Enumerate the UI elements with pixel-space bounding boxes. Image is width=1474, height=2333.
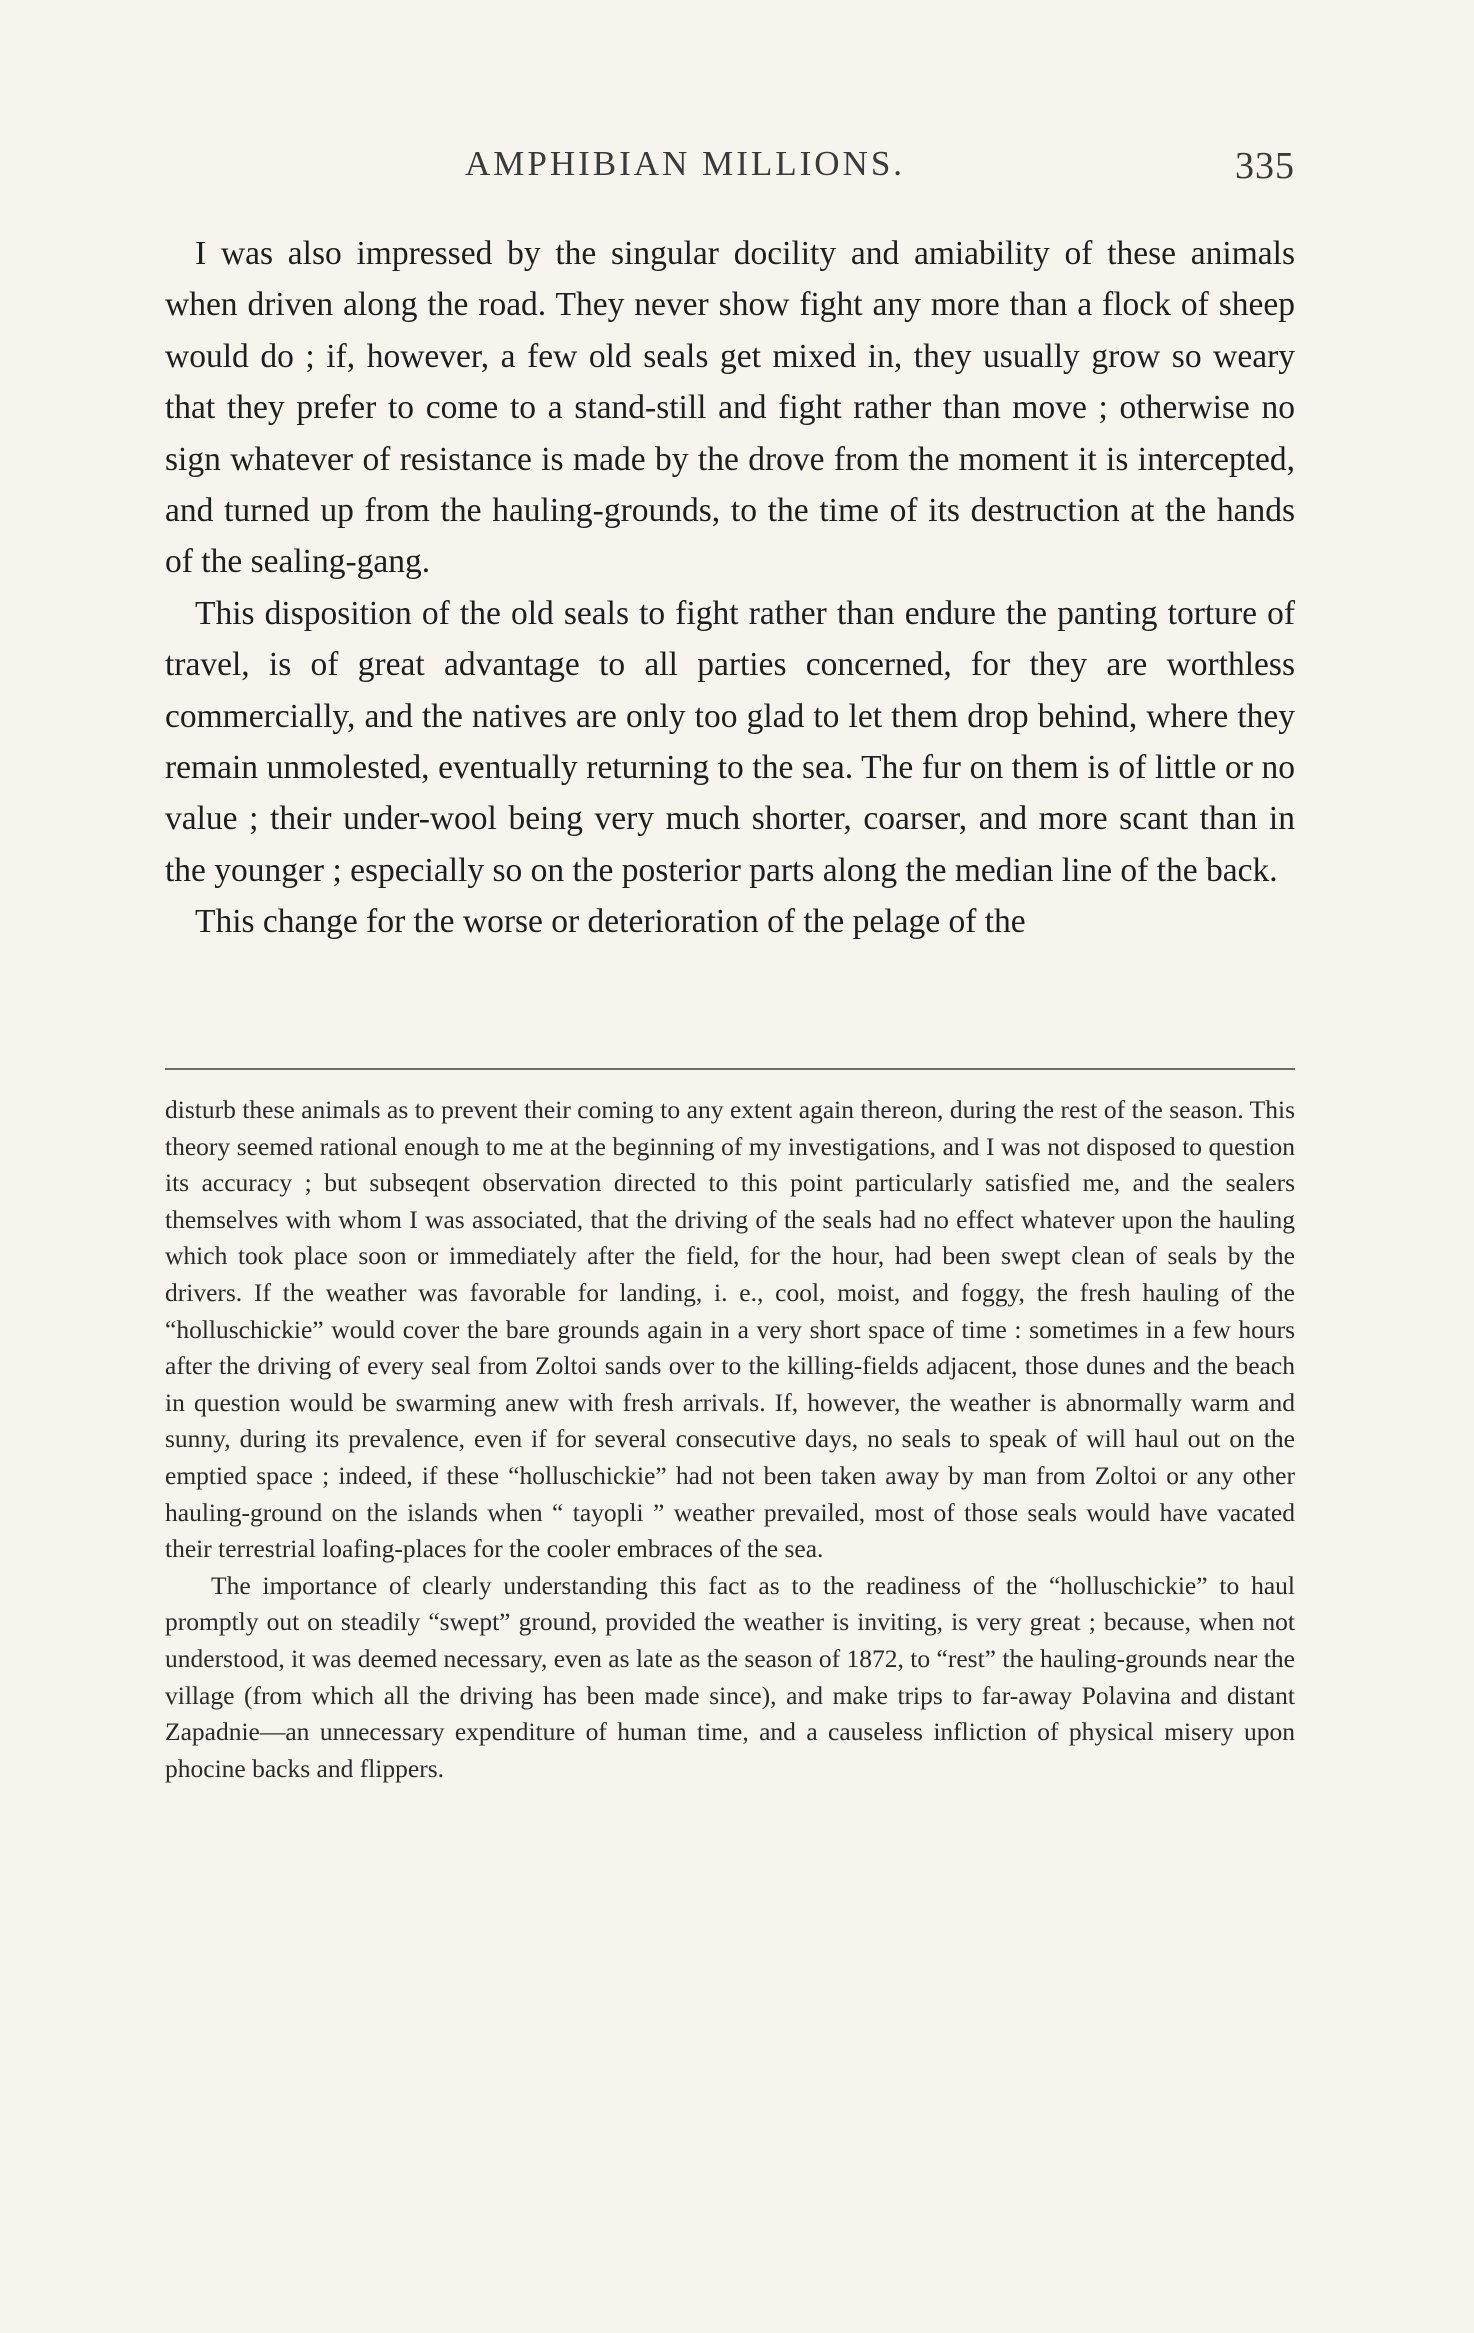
footnote-paragraph-2: The importance of clearly understanding this fact as to the readiness of the “holluschickie” to haul promptly out on steadily “swept” ground, provided the weather is inviting, is very great ; because, when not understood, it was deemed necessary, even as late as the season of 1872, to “rest” the hauling-grounds near the village (from which all the driving has been made since), and make trips to far-away Polavina and distant Zapadnie—an unnecessary expenditure of human time, and a causeless infliction of physical misery upon phocine backs and flippers.: [165, 1570, 1295, 1783]
footnote: [165, 1092, 1295, 1787]
page-header: [165, 144, 1295, 194]
body-paragraph-3: This change for the worse or deterioration of the pelage of the: [195, 903, 1026, 941]
main-text: [165, 228, 1295, 948]
page-number: 335: [1235, 145, 1295, 187]
footnote-paragraph-1: disturb these animals as to prevent their coming to any extent again thereon, during the rest of the season. This theory seemed rational enough to me at the beginning of my investigations, and I was not disposed to question its accuracy ; but subseqent observation directed to this point particularly satisfied me, and the sealers themselves with whom I was associated, that the driving of the seals had no effect whatever upon the hauling which took place soon or immediately after the field, for the hour, had been swept clean of seals by the drivers. If the weather was favorable for landing, i. e., cool, moist, and foggy, the fresh hauling of the “holluschickie” would cover the bare grounds again in a very short space of time : sometimes in a few hours after the driving of every seal from Zoltoi sands over to the killing-fields adjacent, those dunes and the beach in question would be swarming anew with fresh arrivals. If, however, the weather is abnormally warm and sunny, during its prevalence, even if for several consecutive days, no seals to speak of will haul out on the emptied space ; indeed, if these “holluschickie” had not been taken away by man from Zoltoi or any other hauling-ground on the islands when “ tayopli ” weather prevailed, most of those seals would have vacated their terrestrial loafing-places for the cooler embraces of the sea.: [165, 1095, 1295, 1564]
running-title: AMPHIBIAN MILLIONS.: [465, 144, 906, 183]
footnote-divider: [165, 1068, 1295, 1070]
body-paragraph-2: This disposition of the old seals to fight rather than endure the panting torture of travel, is of great advantage to all parties concerned, for they are worthless commercially, and the natives are only too glad to let them drop behind, where they remain unmolested, eventually returning to the sea. The fur on them is of little or no value ; their under-wool being very much shorter, coarser, and more scant than in the younger ; especially so on the posterior parts along the median line of the back.: [165, 594, 1295, 889]
body-paragraph-1: I was also impressed by the singular docility and amiability of these animals when driven along the road. They never show fight any more than a flock of sheep would do ; if, however, a few old seals get mixed in, they usually grow so weary that they prefer to come to a stand-still and fight rather than move ; otherwise no sign whatever of resistance is made by the drove from the moment it is intercepted, and turned up from the hauling-grounds, to the time of its destruction at the hands of the sealing-gang.: [165, 235, 1295, 581]
